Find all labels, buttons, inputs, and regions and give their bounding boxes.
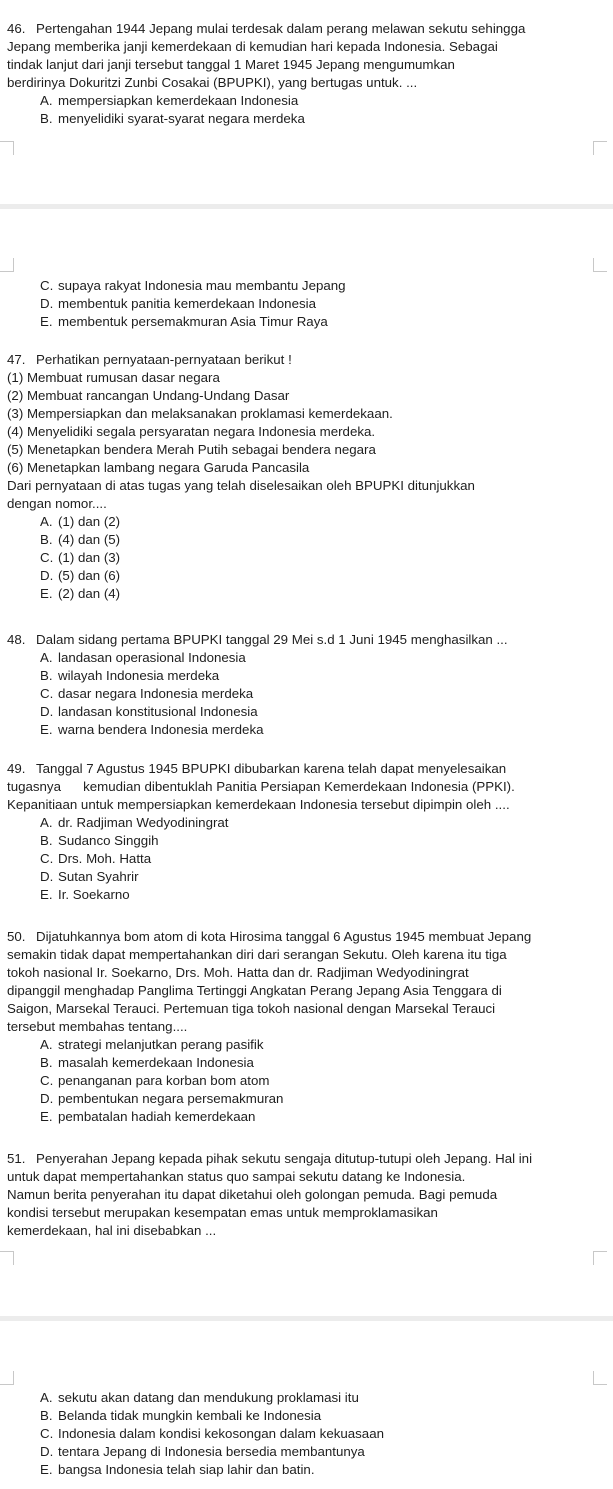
page-corner-mark [593,1371,607,1385]
answer-option-e[interactable] [40,1108,605,1126]
answer-option-a[interactable] [40,1389,605,1407]
question-line: kemerdekaan, hal ini disebabkan ... [7,1223,217,1238]
option-text: Indonesia dalam kondisi kekosongan dalam kekuasaan [58,1426,384,1441]
page-corner-mark [0,141,14,155]
option-text: Drs. Moh. Hatta [58,851,152,866]
option-text: supaya rakyat Indonesia mau membantu Jepang [58,278,346,293]
option-text: pembatalan hadiah kemerdekaan [58,1109,256,1124]
question-line: Perhatikan pernyataan-pernyataan berikut ! [36,352,292,367]
question-50 [7,928,605,1126]
page-corner-mark [593,141,607,155]
option-text: (2) dan (4) [58,586,121,601]
question-line: Pertengahan 1944 Jepang mulai terdesak dalam perang melawan sekutu sehingga [36,21,526,36]
option-text: Sudanco Singgih [58,833,159,848]
question-line: tokoh nasional Ir. Soekarno, Drs. Moh. Hatta dan dr. Radjiman Wedyodiningrat [7,965,469,980]
option-letter: C. [40,1426,54,1441]
question-line: (6) Menetapkan lambang negara Garuda Pancasila [7,460,310,475]
option-letter: B. [40,668,53,683]
answer-option-b[interactable] [40,667,605,685]
question-line: Saigon, Marsekal Terauci. Pertemuan tiga tokoh nasional dengan Marsekal Terauci [7,1001,496,1016]
option-text: landasan operasional Indonesia [58,650,246,665]
question-number: 47. [7,352,26,367]
page-corner-mark [0,258,14,272]
question-line: Kepanitiaan untuk mempersiapkan kemerdekaan Indonesia tersebut dipimpin oleh .... [7,797,510,812]
question-number: 48. [7,632,26,647]
option-text: menyelidiki syarat-syarat negara merdeka [58,111,305,126]
answer-option-c[interactable] [40,1072,605,1090]
answer-options [7,513,605,603]
option-letter: B. [40,833,53,848]
page-break [0,1316,613,1321]
question-line: (2) Membuat rancangan Undang-Undang Dasar [7,388,290,403]
answer-option-b[interactable] [40,531,605,549]
option-text: penanganan para korban bom atom [58,1073,270,1088]
option-text: (5) dan (6) [58,568,121,583]
option-letter: A. [40,93,53,108]
page-break [0,204,613,209]
answer-option-e[interactable] [40,1461,605,1479]
answer-option-e[interactable] [40,585,605,603]
question-line: semakin tidak dapat mempertahankan diri dari serangan Sekutu. Oleh karena itu tiga [7,947,507,962]
answer-option-c[interactable] [40,850,605,868]
answer-option-c[interactable] [40,685,605,703]
option-text: strategi melanjutkan perang pasifik [58,1037,264,1052]
option-letter: D. [40,296,54,311]
answer-option-c[interactable] [40,549,605,567]
question-46-stem [7,20,605,92]
option-letter: E. [40,1462,53,1477]
question-51-continued [7,1389,605,1479]
question-number: 46. [7,21,26,36]
question-line: Tanggal 7 Agustus 1945 BPUPKI dibubarkan karena telah dapat menyelesaikan [36,761,507,776]
question-line: (4) Menyelidiki segala persyaratan negara Indonesia merdeka. [7,424,376,439]
option-letter: E. [40,1109,53,1124]
option-letter: D. [40,568,54,583]
answer-option-a[interactable] [40,1036,605,1054]
option-letter: C. [40,1073,54,1088]
question-line: kondisi tersebut merupakan kesempatan emas untuk memproklamasikan [7,1205,438,1220]
option-letter: C. [40,686,54,701]
option-letter: A. [40,1390,53,1405]
page-corner-mark [0,1251,14,1265]
question-46-continued [7,277,605,331]
question-line: Jepang memberika janji kemerdekaan di kemudian hari kepada Indonesia. Sebagai [7,39,498,54]
option-letter: C. [40,851,54,866]
question-48-stem [7,631,605,649]
answer-option-b[interactable] [40,110,605,128]
answer-option-b[interactable] [40,1054,605,1072]
question-line: Penyerahan Jepang kepada pihak sekutu sengaja ditutup-tutupi oleh Jepang. Hal ini [36,1151,533,1166]
question-50-stem [7,928,605,1036]
question-51-stem [7,1150,605,1240]
option-letter: B. [40,532,53,547]
answer-option-c[interactable] [40,277,605,295]
option-letter: E. [40,586,53,601]
option-text: membentuk persemakmuran Asia Timur Raya [58,314,328,329]
answer-options [7,814,605,904]
question-number: 49. [7,761,26,776]
question-48 [7,631,605,739]
option-letter: A. [40,650,53,665]
option-letter: D. [40,704,54,719]
question-line: (3) Mempersiapkan dan melaksanakan proklamasi kemerdekaan. [7,406,393,421]
page-corner-mark [0,1371,14,1385]
option-letter: D. [40,1444,54,1459]
option-letter: A. [40,815,53,830]
answer-option-e[interactable] [40,721,605,739]
question-line: dipanggil menghadap Panglima Tertinggi Angkatan Perang Jepang Asia Tenggara di [7,983,502,998]
answer-options [7,92,605,128]
answer-options [7,649,605,739]
question-49 [7,760,605,904]
option-text: dr. Radjiman Wedyodiningrat [58,815,229,830]
answer-option-c[interactable] [40,1425,605,1443]
option-text: membentuk panitia kemerdekaan Indonesia [58,296,316,311]
option-text: tentara Jepang di Indonesia bersedia membantunya [58,1444,365,1459]
option-text: (4) dan (5) [58,532,121,547]
answer-option-a[interactable] [40,649,605,667]
option-text: (1) dan (2) [58,514,121,529]
question-line: tindak lanjut dari janji tersebut tanggal 1 Maret 1945 Jepang mengumumkan [7,57,455,72]
question-49-stem [7,760,605,814]
answer-option-a[interactable] [40,92,605,110]
option-text: mempersiapkan kemerdekaan Indonesia [58,93,299,108]
answer-option-d[interactable] [40,703,605,721]
option-letter: B. [40,1408,53,1423]
question-line: berdirinya Dokuritzi Zunbi Cosakai (BPUPKI), yang bertugas untuk. ... [7,75,418,90]
option-text: masalah kemerdekaan Indonesia [58,1055,254,1070]
answer-option-a[interactable] [40,814,605,832]
option-text: Belanda tidak mungkin kembali ke Indonesia [58,1408,322,1423]
option-letter: C. [40,278,54,293]
option-letter: E. [40,722,53,737]
answer-options [7,1036,605,1126]
option-letter: A. [40,514,53,529]
answer-options [7,1389,605,1479]
option-text: Ir. Soekarno [58,887,130,902]
answer-option-d[interactable] [40,295,605,313]
option-text: Sutan Syahrir [58,869,139,884]
option-letter: B. [40,1055,53,1070]
question-line: Dalam sidang pertama BPUPKI tanggal 29 Mei s.d 1 Juni 1945 menghasilkan ... [36,632,508,647]
option-letter: E. [40,314,53,329]
option-text: pembentukan negara persemakmuran [58,1091,284,1106]
question-47-stem [7,351,605,513]
question-46 [7,20,605,128]
answer-option-d[interactable] [40,868,605,886]
answer-options [7,277,605,331]
option-text: landasan konstitusional Indonesia [58,704,258,719]
answer-option-b[interactable] [40,1407,605,1425]
option-letter: D. [40,869,54,884]
question-51 [7,1150,605,1240]
option-letter: B. [40,111,53,126]
question-line: tersebut membahas tentang.... [7,1019,188,1034]
answer-option-d[interactable] [40,567,605,585]
option-text: wilayah Indonesia merdeka [58,668,220,683]
answer-option-d[interactable] [40,1443,605,1461]
question-line: Namun berita penyerahan itu dapat diketahui oleh golongan pemuda. Bagi pemuda [7,1187,498,1202]
page-corner-mark [593,258,607,272]
option-text: bangsa Indonesia telah siap lahir dan batin. [58,1462,315,1477]
answer-option-b[interactable] [40,832,605,850]
question-line: dengan nomor.... [7,496,107,511]
answer-option-d[interactable] [40,1090,605,1108]
question-line: tugasnya kemudian dibentuklah Panitia Persiapan Kemerdekaan Indonesia (PPKI). [7,779,515,794]
question-line: (5) Menetapkan bendera Merah Putih sebagai bendera negara [7,442,376,457]
question-line: Dari pernyataan di atas tugas yang telah diselesaikan oleh BPUPKI ditunjukkan [7,478,475,493]
answer-option-e[interactable] [40,313,605,331]
option-text: sekutu akan datang dan mendukung proklamasi itu [58,1390,359,1405]
question-line: Dijatuhkannya bom atom di kota Hirosima tanggal 6 Agustus 1945 membuat Jepang [36,929,532,944]
question-number: 50. [7,929,26,944]
option-letter: C. [40,550,54,565]
option-text: dasar negara Indonesia merdeka [58,686,254,701]
option-letter: A. [40,1037,53,1052]
option-text: warna bendera Indonesia merdeka [58,722,264,737]
question-number: 51. [7,1151,26,1166]
option-text: (1) dan (3) [58,550,121,565]
question-line: (1) Membuat rumusan dasar negara [7,370,220,385]
question-47 [7,351,605,603]
page-corner-mark [593,1251,607,1265]
option-letter: E. [40,887,53,902]
answer-option-a[interactable] [40,513,605,531]
option-letter: D. [40,1091,54,1106]
answer-option-e[interactable] [40,886,605,904]
question-line: untuk dapat mempertahankan status quo sampai sekutu datang ke Indonesia. [7,1169,466,1184]
